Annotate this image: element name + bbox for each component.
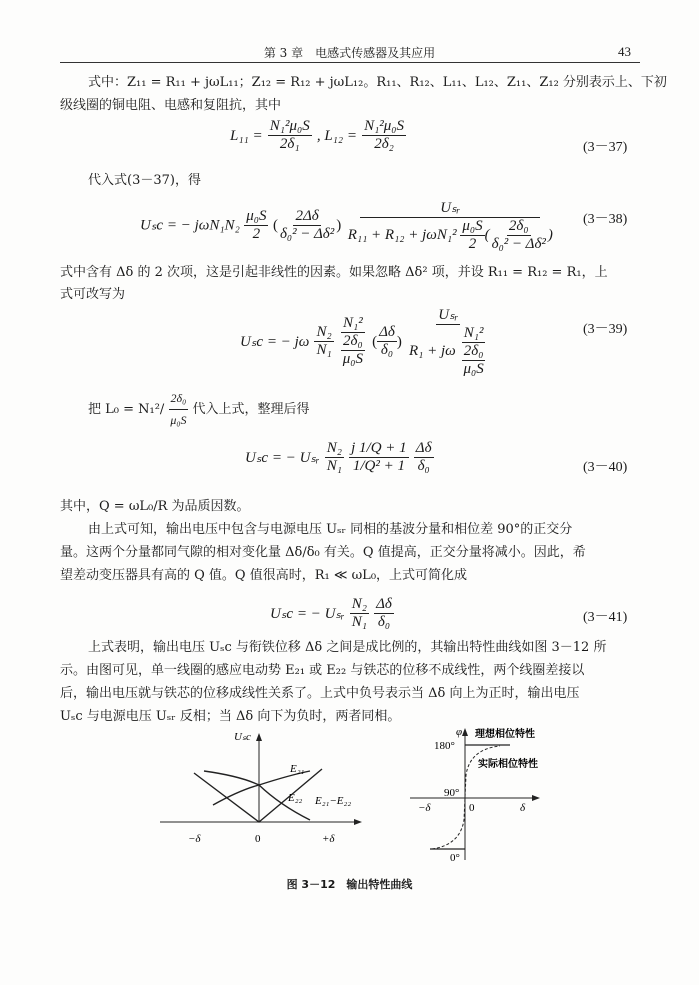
paragraph-line: 由上式可知，输出电压中包含与电源电压 Uₛᵣ 同相的基波分量和相位差 90°的正交分 (88, 522, 573, 537)
text-prefix: 把 L₀ = N₁²/ (88, 402, 165, 417)
frac-num: Δδ (376, 596, 392, 612)
eq-lhs: Uₛc = − Uₛᵣ (245, 450, 320, 466)
equation-number: (3－41) (583, 610, 628, 625)
paragraph-line (88, 388, 310, 431)
frac-num: j 1/Q + 1 (351, 440, 407, 456)
paragraph-line: 量。这两个分量都同气隙的相对变化量 Δδ/δ₀ 有关。Q 值提高，正交分量将减小。因此，希 (60, 545, 586, 560)
paragraph-line: 代入式(3－37)，得 (88, 173, 201, 188)
frac-den: N₁ (316, 342, 332, 358)
paragraph-line: 上式表明，输出电压 Uₛc 与衔铁位移 Δδ 之间是成比例的，其输出特性曲线如图 3－12 所 (88, 640, 607, 655)
frac-den: δ₀² − Δδ² (279, 226, 335, 242)
equation-3-38: Uₛc = − jωN₁N₂ $\frac{\text{μ₀S}}{2}$ ( $\frac{2\Delta\delta}{\text{δ₀² − Δδ²}}$ ) Uₛᵣ R₁₁ + R₁₂ + jωN₁² $\frac{\text{μ₀S}}{2}$ ( $\frac{\text{2δ₀}}{\text{δ₀² − Δδ²}}$ ) (140, 200, 553, 252)
equation-3-40 (245, 440, 434, 475)
x-neg-label: −δ (418, 802, 431, 814)
origin-label: 0 (255, 833, 261, 845)
frac-den: δ₀ (417, 458, 430, 474)
y-axis-arrow (256, 733, 262, 741)
frac-den (460, 343, 488, 378)
eq-lhs: Uₛc = − jωN₁N₂ (140, 217, 240, 234)
eq-lhs: L₁₁ = (230, 128, 263, 144)
actual-phase-label: 实际相位特性 (478, 759, 538, 770)
frac-den: N₁ (351, 614, 368, 630)
frac-num: N₁²μ₀S (269, 118, 310, 134)
paragraph-line: 级线圈的铜电阻、电感和复阻抗，其中 (60, 98, 282, 113)
page-number: 43 (618, 44, 631, 59)
text-suffix: 代入上式，整理后得 (192, 402, 310, 417)
y-axis-arrow (462, 728, 468, 736)
frac-den: δ₀² − Δδ² (491, 236, 546, 252)
frac-den: 2δ₂ (374, 136, 394, 152)
frac-den: 2 (252, 226, 261, 242)
frac-num: 2Δδ (295, 208, 319, 224)
x-pos-label: δ (520, 802, 526, 814)
paragraph-line: 式中含有 Δδ 的 2 次项，这是引起非线性的因素。如果忽略 Δδ² 项，并设 R₁₁ = R₁₂ = R₁，上 (60, 265, 608, 280)
curve-label-difference: E₂₁−E₂₂ (315, 795, 352, 807)
frac-num: μ₀S (246, 208, 267, 224)
frac-num: Uₛᵣ (438, 307, 459, 323)
frac-num: 2δ₀ (508, 218, 529, 234)
frac-den: δ₀ (380, 342, 394, 358)
equation-3-37 (230, 118, 406, 153)
frac-den: μ₀S (170, 413, 187, 427)
paragraph-line: 其中，Q = ωL₀/R 为品质因数。 (60, 499, 250, 514)
frac-den: N₁ (326, 458, 343, 474)
y-axis-label: Uₛc (234, 731, 251, 743)
frac-den: R₁₁ + R₁₂ + jωN₁² $\frac{\text{μ₀S}}{2}$ ( $\frac{\text{2δ₀}}{\text{δ₀² − Δδ²}}$ ) (347, 218, 553, 252)
equation-number: (3－38) (583, 212, 628, 227)
frac-den: μ₀S (342, 351, 364, 367)
frac-num: 2δ₀ (463, 343, 484, 359)
x-axis-arrow (532, 795, 540, 801)
equation-3-39: Uₛc = − jω $\frac{\text{N₂}}{\text{N₁}}$ $\frac{\text{N₁²}}{\frac{\text{2δ₀}}{\text{μ₀S}}}$ ( $\frac{\Delta\delta}{\text{δ₀}}$ ) Uₛᵣ R₁ + jω $\frac{\text{N₁²}}{\frac{\text{2δ₀}}{\text{μ₀S}}}$ (240, 305, 490, 378)
header-rule (60, 62, 640, 63)
y-axis-label: φ (456, 726, 463, 738)
equation-number: (3－40) (583, 460, 628, 475)
frac-num: 2δ₀ (343, 333, 363, 349)
origin-label: 0 (469, 802, 475, 814)
frac-num: μ₀S (462, 218, 483, 234)
frac-num: N₂ (351, 596, 368, 612)
equation-number: (3－39) (583, 322, 628, 337)
paragraph-line: Uₛc 与电源电压 Uₛᵣ 反相；当 Δδ 向下为负时，两者同相。 (60, 709, 401, 724)
tick-90: 90° (444, 787, 460, 799)
frac-num: N₂ (316, 324, 332, 340)
frac-den: 1/Q² + 1 (352, 458, 405, 474)
output-characteristic-plot (150, 730, 390, 860)
frac-num: N₁² (463, 325, 484, 341)
frac-num: N₁²μ₀S (364, 118, 405, 134)
eq-lhs: Uₛc = − jω (240, 334, 310, 350)
paragraph-line: 示。由图可见，单一线圈的感应电动势 E₂₁ 或 E₂₂ 与铁芯的位移不成线性，两个线圈差接以 (60, 663, 585, 678)
equation-number: (3－37) (583, 140, 628, 155)
x-axis-arrow (354, 819, 362, 825)
figure-caption: 图 3－12 输出特性曲线 (286, 878, 413, 891)
frac-num: Uₛᵣ (360, 198, 540, 218)
paragraph-line: 后，输出电压就与铁芯的位移成线性关系了。上式中负号表示当 Δδ 向上为正时，输出电压 (60, 686, 580, 701)
equation-3-41 (270, 596, 394, 631)
curve-label-e21: E₂₁ (290, 763, 305, 775)
den-prefix: R₁₁ + R₁₂ + jωN₁² (347, 226, 457, 243)
frac-den (407, 325, 490, 378)
frac-den: μ₀S (463, 361, 484, 377)
frac-den (339, 333, 367, 368)
eq-sep: , L₁₂ = (316, 128, 357, 144)
paragraph-line: 望差动变压器具有高的 Q 值。Q 值很高时，R₁ ≪ ωL₀，上式可简化成 (60, 568, 468, 583)
chapter-header: 第 3 章 电感式传感器及其应用 (263, 46, 436, 60)
frac-den: 2 (468, 236, 477, 252)
den-prefix: R₁ + jω (408, 342, 456, 359)
frac-num: Δδ (415, 440, 432, 456)
frac-num: 2δ₀ (169, 388, 189, 410)
eq-lhs: Uₛc = − Uₛᵣ (270, 606, 345, 622)
ideal-phase-label: 理想相位特性 (475, 729, 535, 740)
tick-0: 0° (450, 852, 460, 864)
tick-180: 180° (434, 740, 455, 752)
curve-e21-minus-e22 (194, 769, 322, 822)
frac-den: 2δ₁ (279, 136, 300, 152)
frac-num: N₁² (343, 315, 363, 331)
frac-num: N₂ (326, 440, 343, 456)
phase-characteristic-plot (390, 725, 590, 870)
frac-den: δ₀ (377, 614, 391, 630)
paragraph-line: 式中：Z₁₁ = R₁₁ + jωL₁₁；Z₁₂ = R₁₂ + jωL₁₂。R₁₁、R₁₂、L₁₁、L₁₂、Z₁₁、Z₁₂ 分别表示上、下初 (88, 75, 667, 90)
curve-label-e22: E₂₂ (288, 792, 303, 804)
frac-num: Δδ (379, 324, 395, 340)
x-pos-label: +δ (322, 833, 335, 845)
paragraph-line: 式可改写为 (60, 287, 126, 302)
x-neg-label: −δ (188, 833, 201, 845)
